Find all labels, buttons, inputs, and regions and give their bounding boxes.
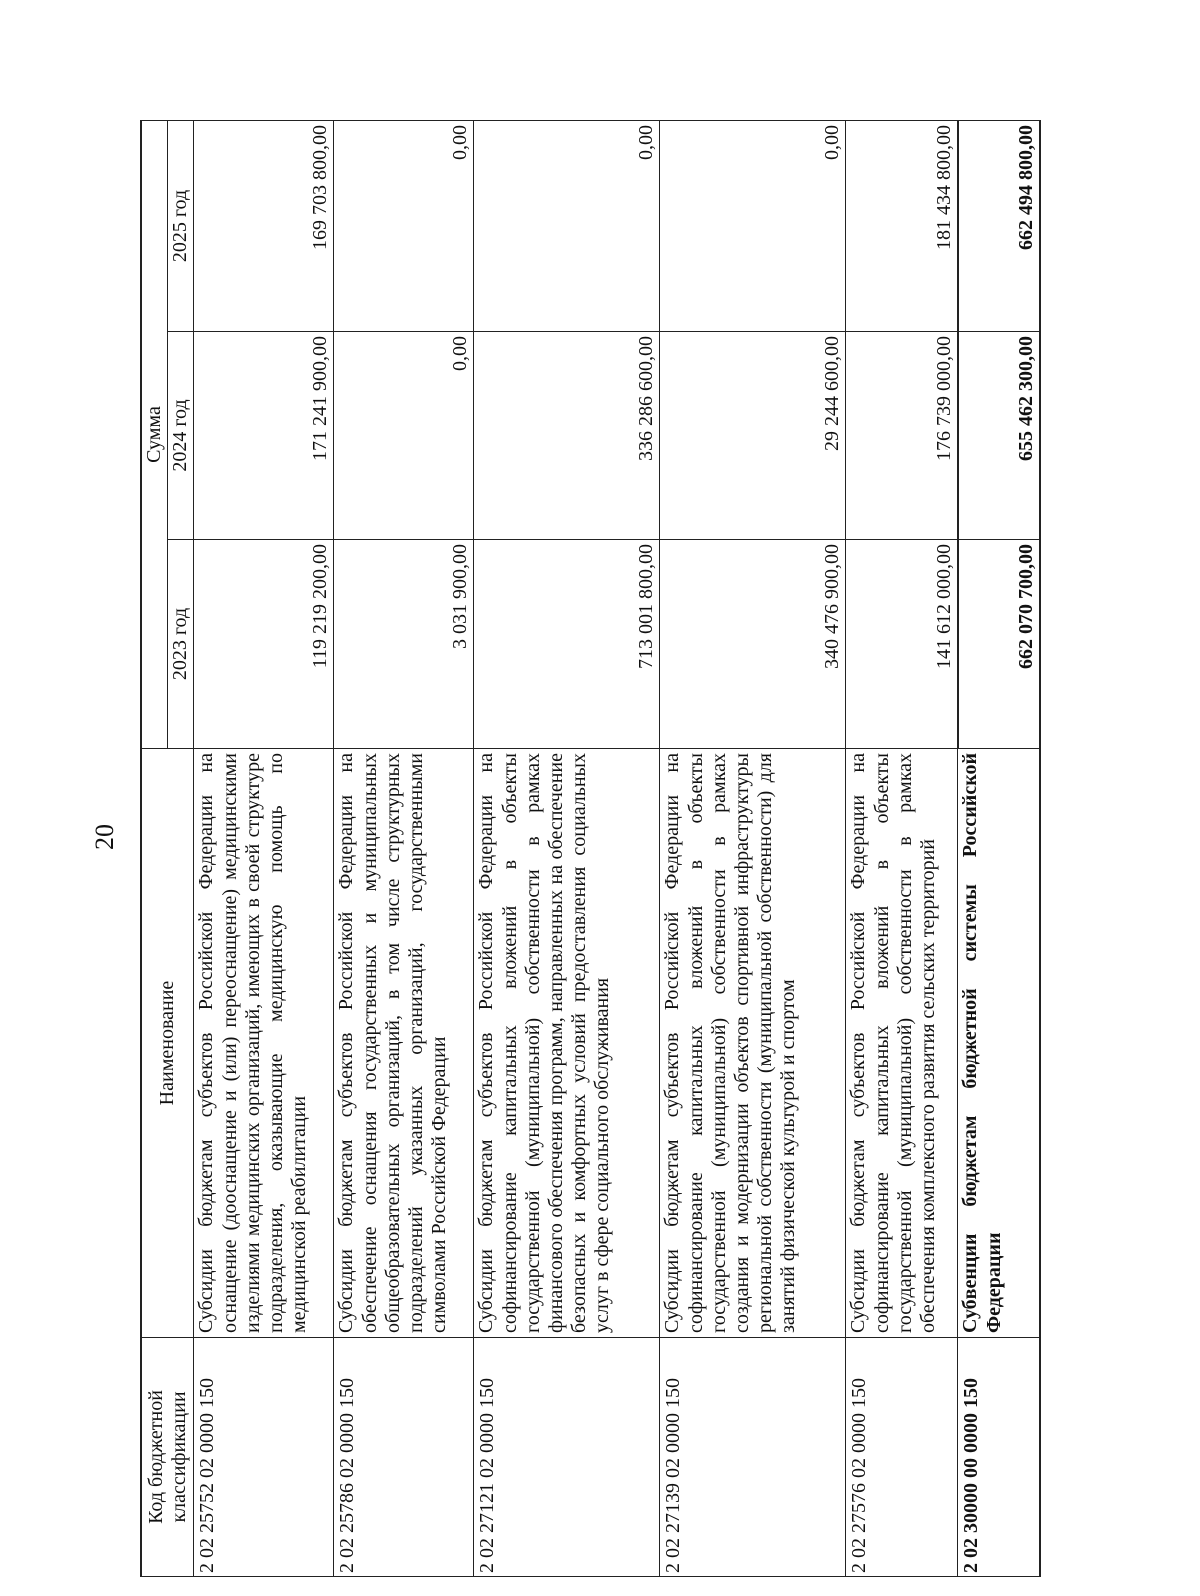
header-year-2023: 2023 год xyxy=(168,540,194,749)
total-amount-2025: 662 494 800,00 xyxy=(958,120,1040,331)
row-amount-2025: 169 703 800,00 xyxy=(194,120,334,331)
row-name: Субсидии бюджетам субъектов Российской Федерации на софинансирование капитальных вложений в объекты государственной (муниципальной) собственности в рамках финансового обеспечения программ, направленных на обеспечение безопасных и комфортных условий предоставления социальных услуг в сфере социального обслуживания xyxy=(474,749,660,1338)
row-amount-2024: 29 244 600,00 xyxy=(660,332,846,540)
row-amount-2025: 0,00 xyxy=(474,120,660,331)
table-row xyxy=(334,120,474,1576)
row-name: Субсидии бюджетам субъектов Российской Федерации на оснащение (дооснащение и (или) переоснащение) медицинскими изделиями медицинских организаций, имеющих в своей структуре подразделения, оказывающие медицинскую помощь по медицинской реабилитации xyxy=(194,749,334,1338)
row-code: 2 02 27576 02 0000 150 xyxy=(846,1338,958,1577)
row-code: 2 02 27139 02 0000 150 xyxy=(660,1338,846,1577)
header-year-2024: 2024 год xyxy=(168,332,194,540)
row-amount-2024: 171 241 900,00 xyxy=(194,332,334,540)
row-amount-2023: 340 476 900,00 xyxy=(660,540,846,749)
header-year-2025: 2025 год xyxy=(168,120,194,331)
header-name: Наименование xyxy=(141,749,194,1338)
budget-table-container xyxy=(140,121,1037,1577)
budget-table xyxy=(140,120,1041,1577)
total-amount-2023: 662 070 700,00 xyxy=(958,540,1040,749)
table-row xyxy=(660,120,846,1576)
row-name: Субсидии бюджетам субъектов Российской Федерации на софинансирование капитальных вложений в объекты государственной (муниципальной) собственности в рамках создания и модернизации объектов спортивной инфраструктуры региональной собственности (муниципальной собственности) для занятий физической культурой и спортом xyxy=(660,749,846,1338)
page-number: 20 xyxy=(90,824,119,850)
row-amount-2025: 0,00 xyxy=(660,120,846,331)
total-name: Субвенции бюджетам бюджетной системы Российской Федерации xyxy=(958,749,1040,1338)
row-amount-2024: 176 739 000,00 xyxy=(846,332,958,540)
header-sum: Сумма xyxy=(141,120,168,748)
row-code: 2 02 25786 02 0000 150 xyxy=(334,1338,474,1577)
total-row xyxy=(958,120,1040,1576)
table-row xyxy=(846,120,958,1576)
table-row xyxy=(474,120,660,1576)
row-amount-2023: 3 031 900,00 xyxy=(334,540,474,749)
row-amount-2024: 0,00 xyxy=(334,332,474,540)
table-row xyxy=(194,120,334,1576)
row-name: Субсидии бюджетам субъектов Российской Федерации на обеспечение оснащения государственных и муниципальных общеобразовательных организаций, в том числе структурных подразделений указанных организаций, государственными символами Российской Федерации xyxy=(334,749,474,1338)
header-code: Код бюджетной классификации xyxy=(141,1338,194,1577)
row-code: 2 02 27121 02 0000 150 xyxy=(474,1338,660,1577)
row-amount-2025: 0,00 xyxy=(334,120,474,331)
row-amount-2023: 119 219 200,00 xyxy=(194,540,334,749)
row-amount-2023: 141 612 000,00 xyxy=(846,540,958,749)
row-code: 2 02 25752 02 0000 150 xyxy=(194,1338,334,1577)
row-amount-2023: 713 001 800,00 xyxy=(474,540,660,749)
row-amount-2024: 336 286 600,00 xyxy=(474,332,660,540)
row-amount-2025: 181 434 800,00 xyxy=(846,120,958,331)
total-code: 2 02 30000 00 0000 150 xyxy=(958,1338,1040,1577)
row-name: Субсидии бюджетам субъектов Российской Федерации на софинансирование капитальных вложений в объекты государственной (муниципальной) собственности в рамках обеспечения комплексного развития сельских территорий xyxy=(846,749,958,1338)
total-amount-2024: 655 462 300,00 xyxy=(958,332,1040,540)
